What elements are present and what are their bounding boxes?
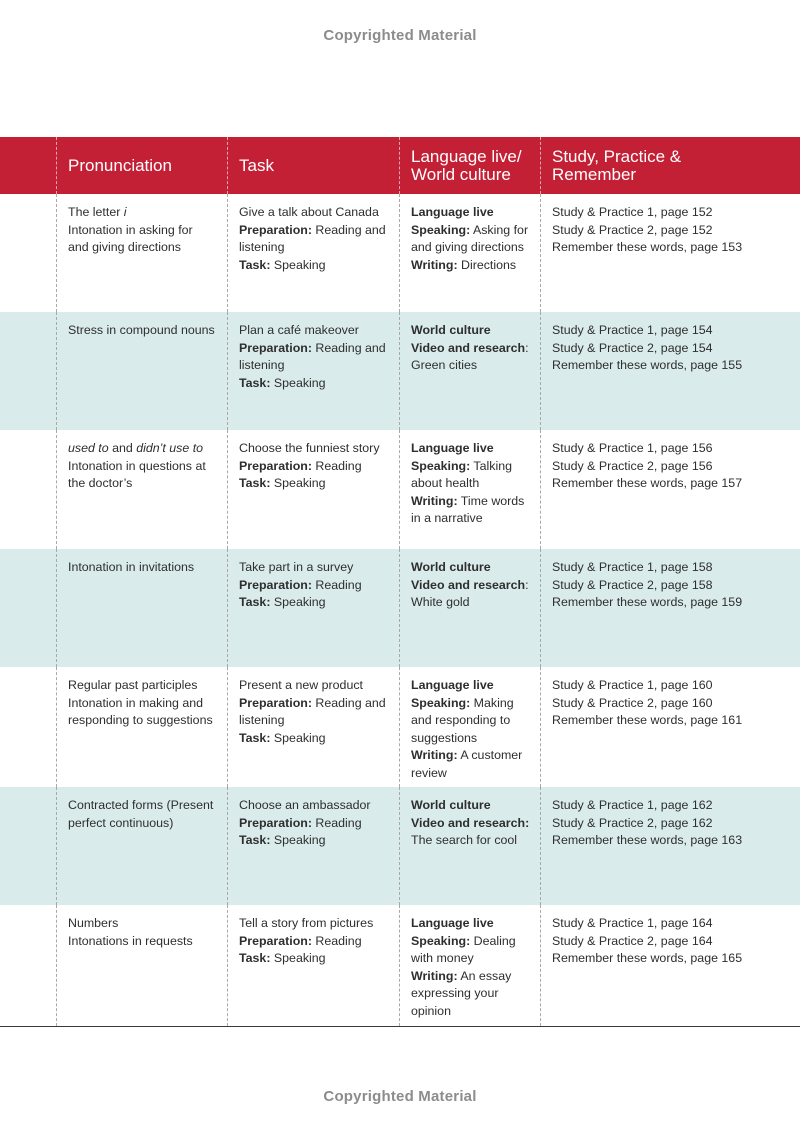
study-line: Study & Practice 1, page 152 (552, 205, 713, 219)
study-cell (541, 430, 800, 549)
language-line: Writing: A customer (411, 748, 523, 762)
header-pronunciation-label: Pronunciation (68, 155, 172, 175)
row-margin-cell (0, 549, 57, 667)
copyright-watermark-top: Copyrighted Material (323, 27, 477, 44)
language-line: Speaking: Dealing (411, 933, 516, 948)
task-title: Give a talk about Canada (239, 205, 379, 219)
table-header (0, 137, 800, 194)
language-line: Writing: An essay (411, 968, 512, 983)
language-line: White gold (411, 595, 470, 609)
language-line: Video and research: (411, 815, 530, 830)
language-line: Speaking: Making (411, 695, 514, 710)
task-cell (228, 194, 400, 312)
study-cell (541, 667, 800, 787)
study-line: Remember these words, page 155 (552, 358, 743, 372)
language-heading: Language live (411, 678, 494, 692)
language-cell (400, 787, 541, 905)
study-line: Study & Practice 1, page 158 (552, 560, 713, 574)
study-line: Study & Practice 2, page 160 (552, 695, 713, 710)
task-title: Present a new product (239, 678, 363, 692)
study-cell (541, 905, 800, 1026)
study-line: Remember these words, page 165 (552, 951, 743, 965)
language-heading: Language live (411, 916, 494, 930)
task-title: Choose the funniest story (239, 441, 380, 455)
study-line: Study & Practice 1, page 154 (552, 323, 713, 337)
table-row (0, 905, 800, 1027)
table-row (0, 667, 800, 787)
language-line: opinion (411, 1003, 451, 1018)
pronunciation-cell (57, 667, 228, 787)
language-line: Green cities (411, 358, 478, 372)
table-row (0, 194, 800, 312)
language-cell (400, 430, 541, 549)
pronunciation-cell (57, 194, 228, 312)
language-line: in a narrative (411, 511, 483, 525)
language-line: review (411, 765, 447, 780)
language-line: Writing: Time words (411, 493, 525, 508)
copyright-watermark-bottom: Copyrighted Material (323, 1088, 477, 1105)
header-study-practice (541, 137, 800, 194)
header-task-label: Task (239, 155, 274, 175)
row-margin-cell (0, 905, 57, 1026)
pron-line: Intonation in making and (68, 695, 204, 710)
pron-line: Intonation in invitations (68, 560, 195, 574)
pron-line: Numbers (68, 916, 119, 930)
task-line: Preparation: Reading and (239, 340, 386, 355)
study-line: Remember these words, page 159 (552, 595, 743, 609)
pronunciation-cell (57, 549, 228, 667)
row-margin-cell (0, 430, 57, 549)
pron-line: perfect continuous) (68, 815, 174, 830)
language-line: Speaking: Asking for (411, 222, 529, 237)
study-line: Study & Practice 2, page 164 (552, 933, 713, 948)
task-line: listening (239, 713, 285, 727)
header-study-line2: Remember (552, 164, 637, 184)
language-line: The search for cool (411, 833, 518, 847)
task-title: Tell a story from pictures (239, 916, 374, 930)
task-line: Preparation: Reading (239, 577, 362, 592)
task-line: Task: Speaking (239, 833, 326, 847)
task-title: Take part in a survey (239, 560, 354, 574)
table-row (0, 549, 800, 667)
language-heading: Language live (411, 441, 494, 455)
task-cell (228, 430, 400, 549)
header-blank-cell (0, 137, 57, 194)
language-line: about health (411, 476, 480, 490)
study-cell (541, 194, 800, 312)
pron-line: Regular past participles (68, 678, 198, 692)
table-row (0, 787, 800, 905)
pronunciation-cell (57, 430, 228, 549)
task-line: Task: Speaking (239, 595, 326, 609)
pron-line: the doctor’s (68, 476, 133, 490)
language-cell (400, 312, 541, 430)
study-line: Study & Practice 1, page 164 (552, 916, 713, 930)
task-line: Preparation: Reading and (239, 695, 386, 710)
task-title: Plan a café makeover (239, 323, 359, 337)
task-line: Preparation: Reading (239, 815, 362, 830)
header-study-line1: Study, Practice & (552, 147, 682, 166)
study-line: Study & Practice 2, page 156 (552, 458, 713, 473)
task-cell (228, 549, 400, 667)
language-line: and giving directions (411, 240, 524, 254)
language-line: with money (411, 951, 474, 965)
study-line: Study & Practice 1, page 160 (552, 678, 713, 692)
task-line: Task: Speaking (239, 476, 326, 490)
table-row (0, 312, 800, 430)
task-line: Preparation: Reading and (239, 222, 386, 237)
study-cell (541, 312, 800, 430)
study-line: Study & Practice 1, page 162 (552, 798, 713, 812)
language-cell (400, 194, 541, 312)
study-cell (541, 787, 800, 905)
language-cell (400, 549, 541, 667)
header-language-live (400, 137, 541, 194)
pron-line: Contracted forms (Present (68, 798, 214, 812)
pron-line: used to and didn’t use to (68, 441, 204, 455)
language-cell (400, 667, 541, 787)
task-line: Task: Speaking (239, 730, 326, 745)
task-cell (228, 905, 400, 1026)
language-heading: Language live (411, 205, 494, 219)
language-line: suggestions (411, 730, 478, 745)
task-cell (228, 312, 400, 430)
study-line: Remember these words, page 163 (552, 833, 743, 847)
study-cell (541, 549, 800, 667)
task-line: Task: Speaking (239, 375, 326, 390)
study-line: Study & Practice 2, page 152 (552, 222, 713, 237)
table-row (0, 430, 800, 549)
task-cell (228, 667, 400, 787)
language-cell (400, 905, 541, 1026)
study-line: Remember these words, page 153 (552, 240, 743, 254)
language-line: Writing: Directions (411, 257, 517, 272)
language-heading: World culture (411, 323, 491, 337)
task-title: Choose an ambassador (239, 798, 371, 812)
task-line: Task: Speaking (239, 951, 326, 965)
task-line: Preparation: Reading (239, 933, 362, 948)
study-line: Study & Practice 2, page 162 (552, 815, 713, 830)
header-task (228, 137, 400, 194)
study-line: Study & Practice 2, page 154 (552, 340, 713, 355)
pron-line: Intonations in requests (68, 933, 193, 948)
study-line: Remember these words, page 161 (552, 713, 743, 727)
syllabus-table (0, 137, 800, 1027)
language-line: Video and research: (411, 577, 529, 592)
pron-line: Intonation in questions at (68, 458, 206, 473)
pronunciation-cell (57, 787, 228, 905)
task-line: listening (239, 358, 285, 372)
language-line: expressing your (411, 986, 499, 1000)
task-line: listening (239, 240, 285, 254)
pronunciation-cell (57, 905, 228, 1026)
language-line: and responding to (411, 713, 511, 727)
language-heading: World culture (411, 560, 491, 574)
row-margin-cell (0, 194, 57, 312)
study-line: Remember these words, page 157 (552, 476, 743, 490)
pron-line: The letter i (68, 205, 127, 219)
header-pronunciation (57, 137, 228, 194)
header-language-line2: World culture (411, 164, 511, 184)
header-language-line1: Language live/ (411, 147, 522, 166)
pron-line: Stress in compound nouns (68, 323, 215, 337)
task-cell (228, 787, 400, 905)
task-line: Task: Speaking (239, 257, 326, 272)
study-line: Study & Practice 2, page 158 (552, 577, 713, 592)
language-line: Video and research: (411, 340, 529, 355)
pronunciation-cell (57, 312, 228, 430)
pron-line: responding to suggestions (68, 713, 213, 727)
study-line: Study & Practice 1, page 156 (552, 441, 713, 455)
pron-line: Intonation in asking for (68, 222, 193, 237)
pron-line: and giving directions (68, 240, 181, 254)
row-margin-cell (0, 787, 57, 905)
language-heading: World culture (411, 798, 491, 812)
language-line: Speaking: Talking (411, 458, 513, 473)
task-line: Preparation: Reading (239, 458, 362, 473)
row-margin-cell (0, 312, 57, 430)
row-margin-cell (0, 667, 57, 787)
